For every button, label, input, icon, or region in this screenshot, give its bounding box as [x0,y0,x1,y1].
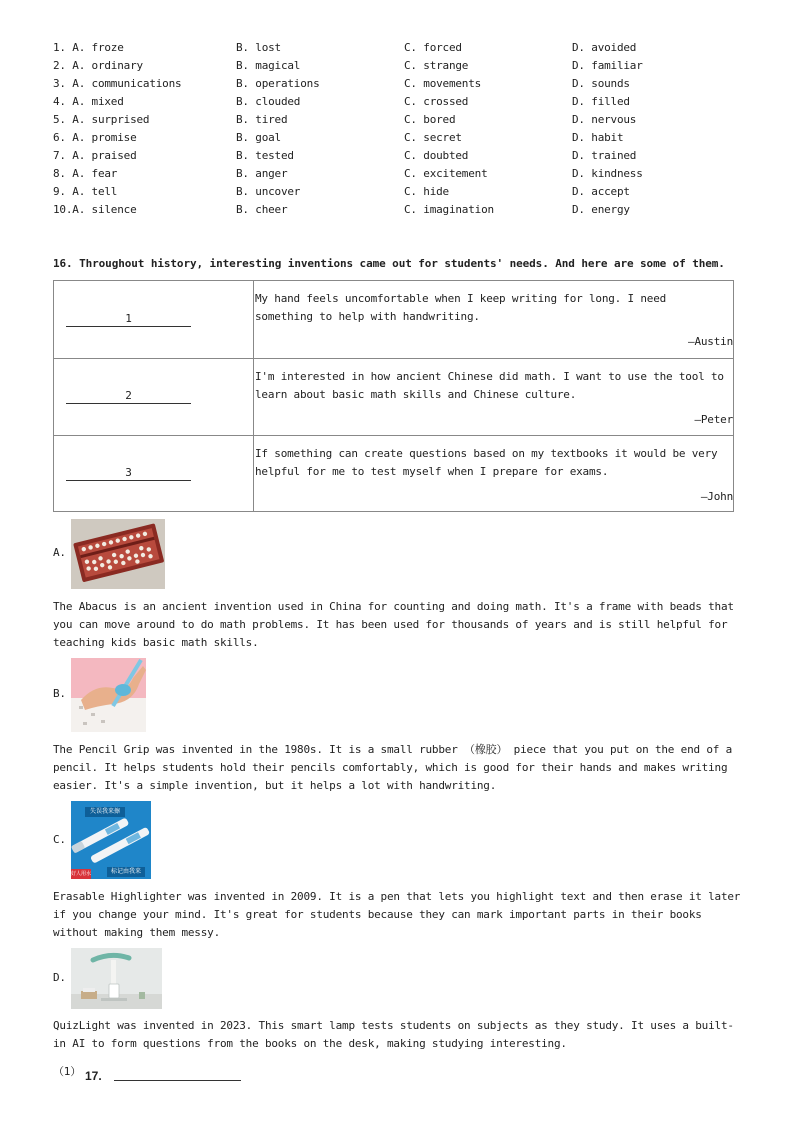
option-c: C. secret [404,131,462,144]
item-letter-b: B. [53,687,66,700]
option-row [53,131,753,149]
option-c: C. movements [404,77,482,90]
option-row [53,77,753,95]
item-description-c: Erasable Highlighter was invented in 2009. It is a pen that lets you highlight text and then erase it later if you change your mind. It's great for students because they can mark important parts in their books without making them messy. [53,890,741,939]
answer-cell [54,436,254,512]
item-description-d: QuizLight was invented in 2023. This smart lamp tests students on subjects as they study. It uses a built-in AI to form questions from the books on the desk, making studying interesting. [53,1019,734,1050]
option-a: 4. A. mixed [53,95,124,108]
highlighter-image [71,801,151,887]
need-text: If something can create questions based on my textbooks it would be very helpful for me to test myself when I prepare for exams. [255,447,718,478]
option-d: D. nervous [572,113,637,126]
option-row [53,185,753,203]
option-c: C. strange [404,59,469,72]
question-16-heading: 16. Throughout history, interesting inventions came out for students' needs. And here are some of them. [53,257,725,270]
option-a: 5. A. surprised [53,113,150,126]
option-b: B. uncover [236,185,301,198]
option-c: C. forced [404,41,462,54]
option-d: D. avoided [572,41,637,54]
option-b: B. operations [236,77,320,90]
option-a: 3. A. communications [53,77,182,90]
photo-caption-bottom: 标记由我来 [107,867,145,877]
option-b: B. lost [236,41,281,54]
option-a: 1. A. froze [53,41,124,54]
option-row [53,59,753,77]
option-row [53,41,753,59]
option-a: 10.A. silence [53,203,137,216]
option-a: 6. A. promise [53,131,137,144]
abacus-image [71,519,165,589]
option-a: 7. A. praised [53,149,137,162]
option-row [53,113,753,131]
quizlight-lamp-image [71,948,162,1009]
need-text: My hand feels uncomfortable when I keep writing for long. I need something to help with handwriting. [255,292,667,323]
item-letter-a: A. [53,546,66,559]
item-letter-c: C. [53,833,66,846]
need-text: I'm interested in how ancient Chinese did math. I want to use the tool to learn about basic math skills and Chinese culture. [255,370,724,401]
option-b: B. goal [236,131,281,144]
answer-cell [54,359,254,435]
matching-table [53,280,734,512]
table-row [54,435,733,512]
answer-blank-2[interactable]: 2 [66,389,191,404]
option-d: D. familiar [572,59,643,72]
option-a: 9. A. tell [53,185,118,198]
option-c: C. bored [404,113,456,126]
option-a: 8. A. fear [53,167,118,180]
need-cell [255,359,733,435]
option-row [53,149,753,167]
option-b: B. magical [236,59,301,72]
option-d: D. habit [572,131,624,144]
option-a: 2. A. ordinary [53,59,143,72]
table-row [54,358,733,435]
option-row [53,167,753,185]
signature: —Peter [694,413,733,426]
answer-cell [54,281,254,358]
signature: —Austin [688,335,733,348]
option-d: D. filled [572,95,630,108]
photo-badge: 好人用水笔 [71,871,92,887]
table-row [54,281,733,358]
option-b: B. cheer [236,203,288,216]
item-description-a: The Abacus is an ancient invention used in China for counting and doing math. It's a frame with beads that you can move around to do math problems. It has been used for thousands of years and is still helpful for teaching kids basic math skills. [53,600,734,649]
option-row [53,95,753,113]
question-17-answer-blank[interactable] [114,1067,241,1081]
option-d: D. accept [572,185,630,198]
signature: —John [700,490,733,503]
option-d: D. sounds [572,77,630,90]
option-c: C. hide [404,185,449,198]
question-17-number: 17. [85,1069,102,1083]
option-row [53,203,753,221]
pencil-grip-image [71,658,146,732]
option-b: B. anger [236,167,288,180]
option-c: C. excitement [404,167,488,180]
item-letter-d: D. [53,971,66,984]
answer-blank-3[interactable]: 3 [66,466,191,481]
photo-caption-top: 失误我来擦 [85,807,125,817]
question-17-part: （1） [53,1065,82,1078]
option-d: D. energy [572,203,630,216]
option-b: B. clouded [236,95,301,108]
item-description-b: The Pencil Grip was invented in the 1980s. It is a small rubber （橡胶） piece that you put on the end of a pencil. It helps students hold their pencils comfortably, which is good for their hands and makes writing easier. It's a simple invention, but it helps a lot with handwriting. [53,743,733,792]
answer-blank-1[interactable]: 1 [66,312,191,327]
need-cell [255,281,733,358]
option-d: D. trained [572,149,637,162]
option-b: B. tested [236,149,294,162]
option-c: C. imagination [404,203,494,216]
option-b: B. tired [236,113,288,126]
need-cell [255,436,733,512]
option-c: C. doubted [404,149,469,162]
option-c: C. crossed [404,95,469,108]
option-d: D. kindness [572,167,643,180]
